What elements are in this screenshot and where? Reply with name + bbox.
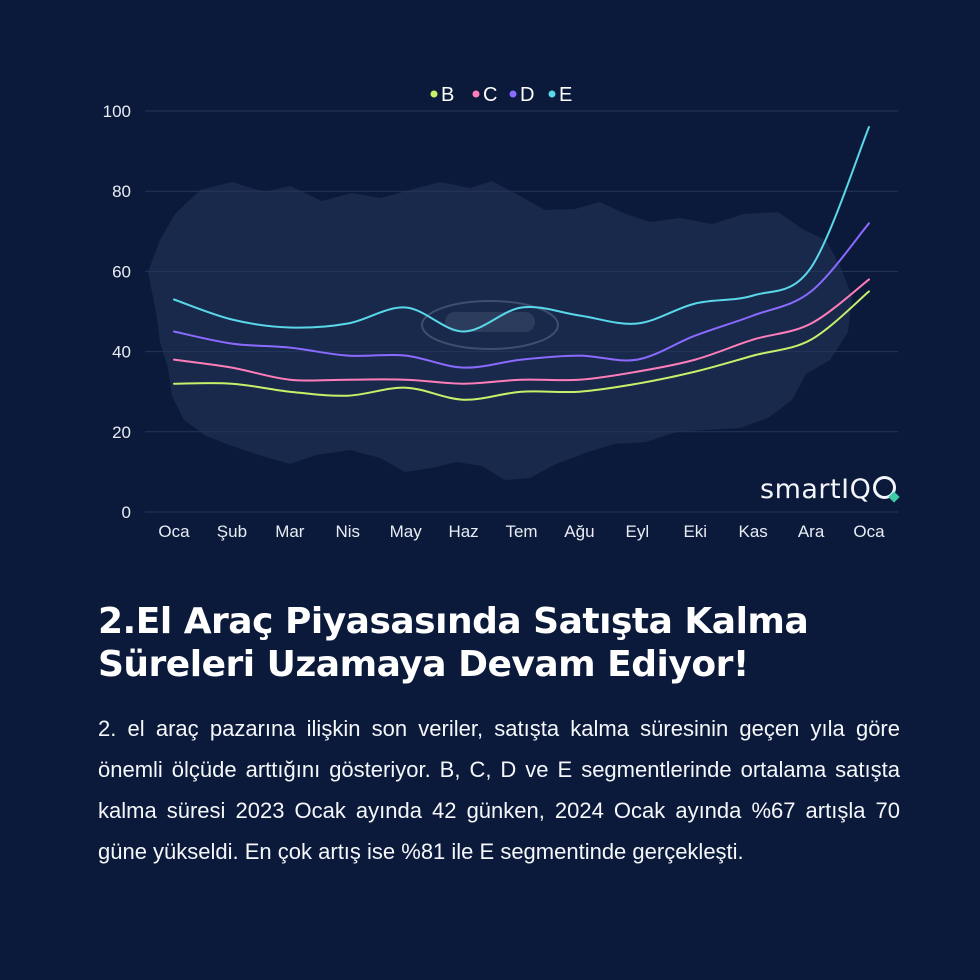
x-tick-label: Eki <box>683 522 708 541</box>
legend-marker-c <box>473 91 480 98</box>
x-tick-label: Ağu <box>564 522 595 541</box>
x-tick-label: Şub <box>216 522 248 541</box>
x-tick-label: Oca <box>853 522 885 541</box>
y-tick-label: 0 <box>121 503 131 522</box>
legend-label-e: E <box>559 84 573 106</box>
y-tick-label: 60 <box>112 262 131 282</box>
legend-marker-e <box>549 91 556 98</box>
x-tick-label: Eyl <box>625 522 650 541</box>
legend-label-b: B <box>441 84 455 106</box>
y-tick-label: 40 <box>112 342 131 362</box>
brand-name: smartIQ <box>760 474 872 505</box>
x-tick-label: Nis <box>335 522 361 541</box>
y-tick-label: 80 <box>112 182 131 202</box>
y-tick-label: 20 <box>112 422 131 442</box>
legend-label-d: D <box>520 84 535 106</box>
legend <box>431 84 573 106</box>
x-tick-label: Oca <box>158 522 190 541</box>
x-tick-label: May <box>389 522 422 541</box>
article-body: 2. el araç pazarına ilişkin son veriler, satışta kalma süresinin geçen yıla göre önemli ölçüde arttığını gösteriyor. B, C, D ve E segmentlerinde ortalama satışta kalma süresi 2023 Ocak ayında 42 günken, 2024 Ocak ayında %67 artışla 70 güne yükseldi. En çok artış ise %81 ile E segmentinde gerçekleşti. <box>98 716 900 864</box>
legend-label-c: C <box>483 84 498 106</box>
article-headline <box>98 600 898 686</box>
legend-marker-d <box>510 91 517 98</box>
x-tick-label: Tem <box>505 522 538 541</box>
x-tick-label: Kas <box>738 522 768 541</box>
x-tick-label: Haz <box>448 522 479 541</box>
headline-line-1: 2.El Araç Piyasasında Satışta Kalma <box>98 601 809 642</box>
brand-logo <box>760 474 896 505</box>
x-tick-label: Ara <box>797 522 825 541</box>
y-tick-label: 100 <box>102 102 131 121</box>
x-tick-label: Mar <box>275 522 305 541</box>
legend-marker-b <box>431 91 438 98</box>
headline-line-2: Süreleri Uzamaya Devam Ediyor! <box>98 644 749 685</box>
brand-mark-icon <box>873 476 896 499</box>
